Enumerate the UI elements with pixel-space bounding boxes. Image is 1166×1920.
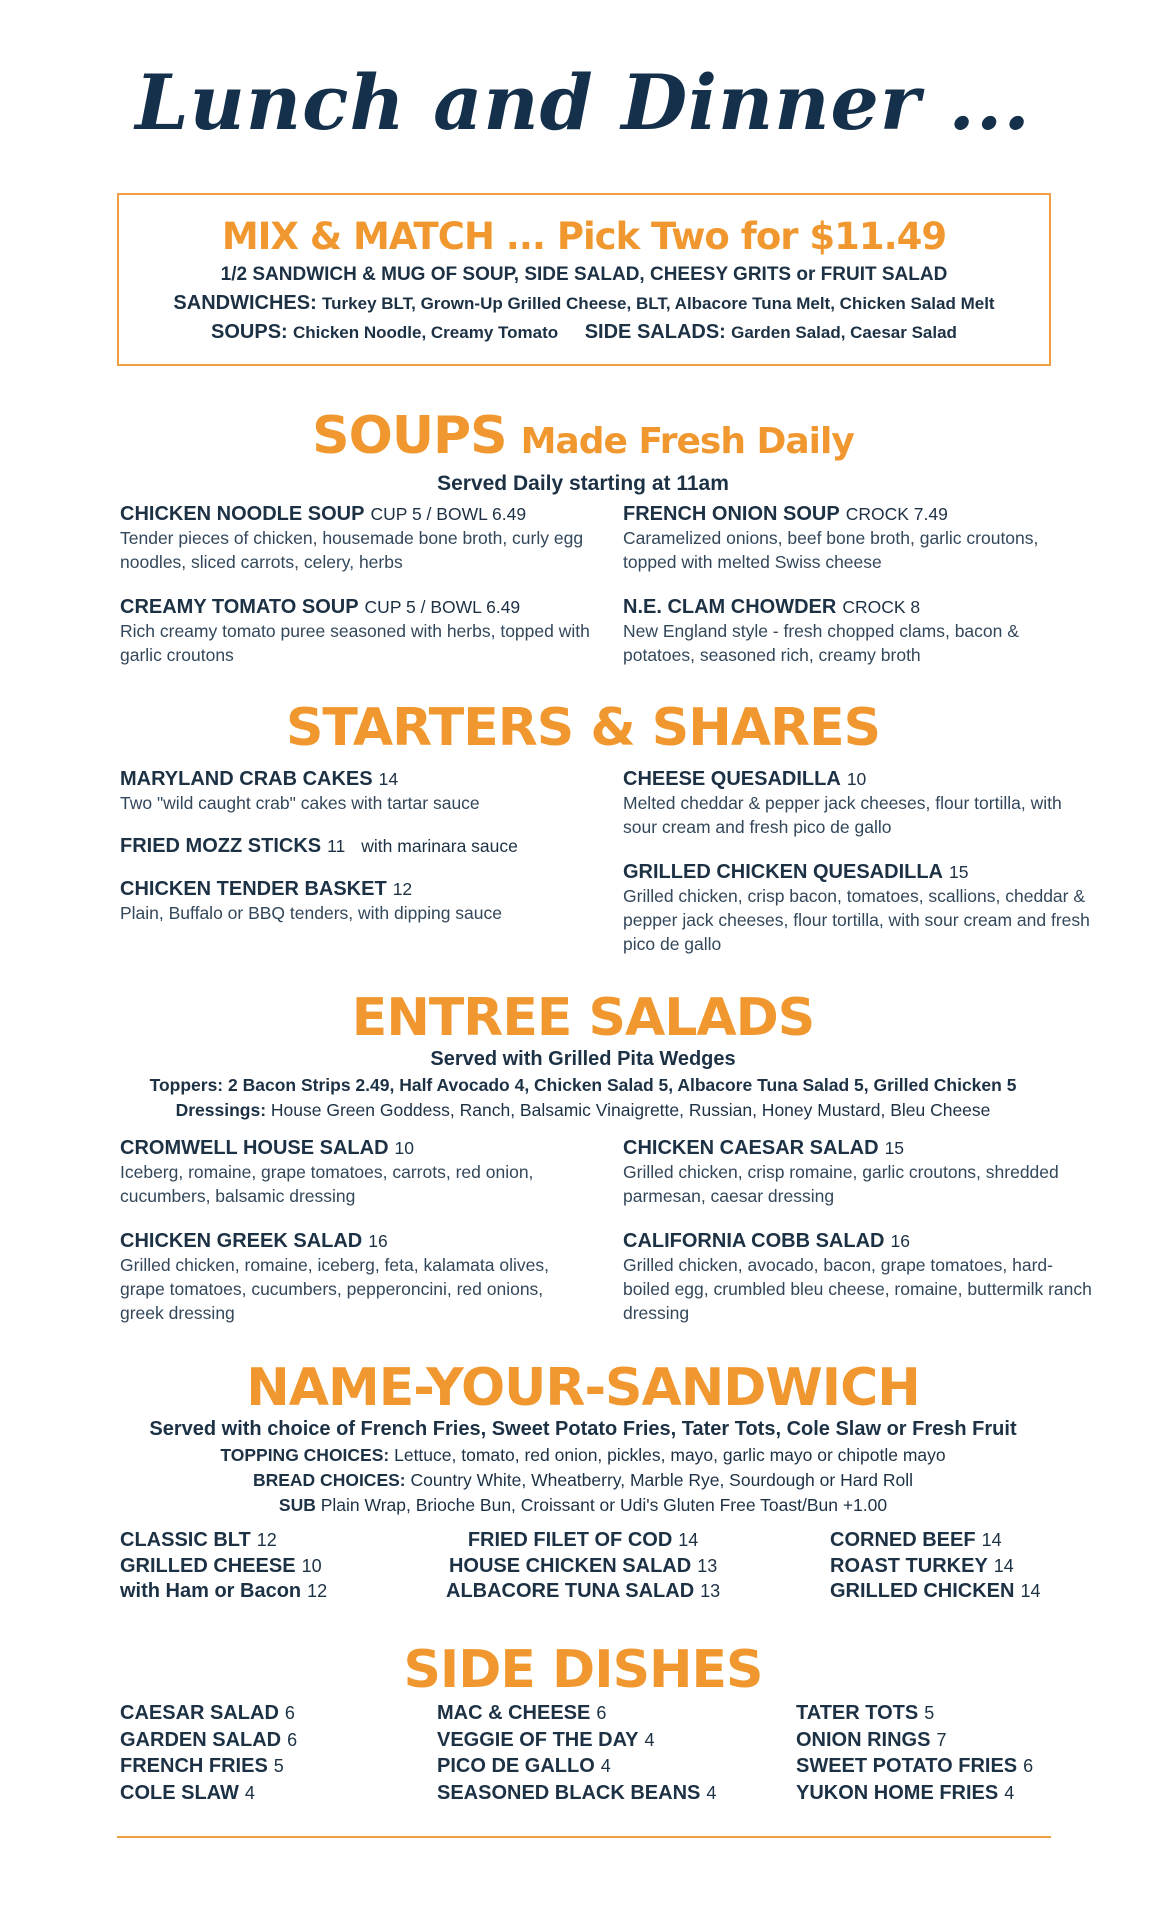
item-name: CALIFORNIA COBB SALAD <box>623 1230 885 1252</box>
dressings-list: House Green Goddess, Ranch, Balsamic Vinaigrette, Russian, Honey Mustard, Bleu Cheese <box>270 1100 991 1120</box>
soups-header <box>0 408 1166 496</box>
item-price: 16 <box>368 1231 388 1251</box>
item-price: 16 <box>890 1231 910 1251</box>
menu-item <box>120 835 590 858</box>
menu-item <box>623 861 1093 956</box>
item-name: CROMWELL HOUSE SALAD <box>120 1137 389 1159</box>
item-price: 11 <box>327 836 346 856</box>
soups-served: Served Daily starting at 11am <box>437 472 729 495</box>
item-name: CHICKEN GREEK SALAD <box>120 1230 363 1252</box>
item-price: CROCK 7.49 <box>845 504 948 524</box>
sandwich-topping <box>0 1445 1166 1466</box>
starters-heading: STARTERS & SHARES <box>285 698 881 758</box>
list-item: COLE SLAW 4 <box>120 1781 255 1804</box>
list-item: ONION RINGS 7 <box>796 1728 947 1751</box>
list-item: CAESAR SALAD 6 <box>120 1702 295 1724</box>
soups-heading: SOUPS <box>312 406 507 466</box>
item-name: CHICKEN NOODLE SOUP <box>120 503 365 525</box>
soups-left-column <box>120 503 590 689</box>
sides-col-3 <box>796 1700 1033 1806</box>
list-item: TATER TOTS 5 <box>796 1702 935 1724</box>
sides-col-1 <box>120 1700 297 1806</box>
item-price: 12 <box>392 879 413 899</box>
side-salads-list: Garden Salad, Caesar Salad <box>731 323 957 342</box>
mix-match-soups <box>119 321 1049 344</box>
list-item: SWEET POTATO FRIES 6 <box>796 1755 1034 1777</box>
item-description: New England style - fresh chopped clams, bacon & potatoes, seasoned rich, creamy broth <box>623 621 1019 665</box>
salads-right-column <box>623 1137 1093 1347</box>
sandwich-served: Served with choice of French Fries, Sweet Potato Fries, Tater Tots, Cole Slaw or Fresh Fruit <box>149 1418 1017 1440</box>
menu-item <box>120 1230 590 1325</box>
list-item: CORNED BEEF 14 <box>830 1529 1002 1551</box>
soups-list: Chicken Noodle, Creamy Tomato <box>293 323 559 342</box>
soups-subheading: Made Fresh Daily <box>520 421 854 462</box>
item-name: CHICKEN CAESAR SALAD <box>623 1137 879 1159</box>
topping-label: TOPPING CHOICES: <box>220 1445 390 1465</box>
item-price: CROCK 8 <box>842 597 921 617</box>
mix-match-sandwiches <box>119 292 1049 315</box>
item-name: N.E. CLAM CHOWDER <box>623 596 837 618</box>
menu-item <box>623 1230 1093 1325</box>
list-item: VEGGIE OF THE DAY 4 <box>437 1728 655 1751</box>
sandwich-col-2 <box>446 1528 720 1605</box>
list-item: with Ham or Bacon 12 <box>120 1580 328 1602</box>
list-item: ALBACORE TUNA SALAD 13 <box>446 1580 721 1602</box>
menu-item <box>120 596 590 667</box>
menu-item <box>120 878 590 925</box>
starters-right-column <box>623 768 1093 978</box>
item-description: Iceberg, romaine, grape tomatoes, carrots, red onion, cucumbers, balsamic dressing <box>120 1162 534 1206</box>
item-description: Rich creamy tomato puree seasoned with herbs, topped with garlic croutons <box>120 621 590 665</box>
item-price: CUP 5 / BOWL 6.49 <box>370 504 527 524</box>
item-name: CREAMY TOMATO SOUP <box>120 596 359 618</box>
salads-header <box>0 990 1166 1121</box>
topping-list: Lettuce, tomato, red onion, pickles, mayo, garlic mayo or chipotle mayo <box>394 1445 946 1465</box>
item-price: 15 <box>949 862 969 882</box>
list-item: GRILLED CHICKEN 14 <box>830 1580 1041 1602</box>
item-description: Tender pieces of chicken, housemade bone broth, curly egg noodles, sliced carrots, celery, herbs <box>120 528 584 572</box>
list-item: GARDEN SALAD 6 <box>120 1728 298 1751</box>
sandwich-col-3 <box>830 1528 1040 1605</box>
list-item: PICO DE GALLO 4 <box>437 1755 611 1777</box>
salads-left-column <box>120 1137 590 1347</box>
item-description: Grilled chicken, avocado, bacon, grape tomatoes, hard-boiled egg, crumbled bleu cheese, romaine, buttermilk ranch dressing <box>623 1255 1092 1323</box>
list-item: ROAST TURKEY 14 <box>830 1554 1014 1577</box>
item-description: Plain, Buffalo or BBQ tenders, with dipping sauce <box>120 903 502 923</box>
item-description: Grilled chicken, romaine, iceberg, feta, kalamata olives, grape tomatoes, cucumbers, pepperoncini, red onions, greek dressing <box>120 1255 549 1323</box>
list-item: YUKON HOME FRIES 4 <box>796 1781 1015 1804</box>
item-note: with marinara sauce <box>361 836 518 856</box>
toppers-label: Toppers: <box>149 1075 224 1095</box>
item-price: 10 <box>846 769 867 789</box>
toppers-list: 2 Bacon Strips 2.49, Half Avocado 4, Chicken Salad 5, Albacore Tuna Salad 5, Grilled Chicken 5 <box>228 1075 1017 1095</box>
side-salads-label: SIDE SALADS: <box>584 321 726 343</box>
menu-item <box>623 1137 1093 1208</box>
item-name: FRENCH ONION SOUP <box>623 503 840 525</box>
sides-col-2 <box>437 1700 716 1806</box>
sandwich-sub <box>0 1495 1166 1516</box>
sandwich-col-1 <box>120 1528 327 1605</box>
salads-toppers <box>0 1075 1166 1096</box>
list-item: FRIED FILET OF COD 14 <box>467 1529 699 1551</box>
item-price: 15 <box>884 1138 905 1158</box>
salads-served: Served with Grilled Pita Wedges <box>430 1048 736 1070</box>
sides-header <box>0 1642 1166 1698</box>
item-name: CHICKEN TENDER BASKET <box>120 878 387 900</box>
menu-item <box>120 768 590 815</box>
soups-right-column <box>623 503 1093 689</box>
sandwiches-label: SANDWICHES: <box>173 292 317 314</box>
item-name: MARYLAND CRAB CAKES <box>120 768 373 790</box>
salads-heading: ENTREE SALADS <box>351 988 815 1048</box>
list-item: GRILLED CHEESE 10 <box>120 1554 322 1577</box>
sandwich-heading: NAME-YOUR-SANDWICH <box>246 1358 920 1418</box>
sandwich-header <box>0 1360 1166 1516</box>
bread-label: BREAD CHOICES: <box>252 1470 406 1490</box>
bottom-divider <box>117 1836 1051 1838</box>
list-item: SEASONED BLACK BEANS 4 <box>437 1781 717 1804</box>
item-price: 14 <box>378 769 399 789</box>
menu-item <box>120 503 590 574</box>
starters-header <box>0 700 1166 756</box>
salads-dressings <box>0 1100 1166 1121</box>
dressings-label: Dressings: <box>175 1100 267 1120</box>
starters-left-column <box>120 768 590 947</box>
sides-heading: SIDE DISHES <box>403 1640 763 1700</box>
sub-label: SUB <box>278 1495 316 1515</box>
menu-item <box>623 768 1093 839</box>
bread-list: Country White, Wheatberry, Marble Rye, Sourdough or Hard Roll <box>410 1470 914 1490</box>
item-name: GRILLED CHICKEN QUESADILLA <box>623 861 943 883</box>
menu-item <box>623 596 1093 667</box>
page-title: Lunch and Dinner ... <box>135 58 1031 147</box>
menu-item <box>120 1137 590 1208</box>
sandwich-bread <box>0 1470 1166 1491</box>
sub-list: Plain Wrap, Brioche Bun, Croissant or Udi's Gluten Free Toast/Bun +1.00 <box>320 1495 888 1515</box>
item-description: Two "wild caught crab" cakes with tartar sauce <box>120 793 480 813</box>
list-item: MAC & CHEESE 6 <box>437 1702 607 1724</box>
list-item: FRENCH FRIES 5 <box>120 1755 284 1777</box>
list-item: CLASSIC BLT 12 <box>120 1529 277 1551</box>
item-description: Caramelized onions, beef bone broth, garlic croutons, topped with melted Swiss cheese <box>623 528 1039 572</box>
mix-match-title: MIX & MATCH ... Pick Two for $11.49 <box>221 215 947 258</box>
item-price: 10 <box>394 1138 414 1158</box>
item-description: Grilled chicken, crisp bacon, tomatoes, scallions, cheddar & pepper jack cheeses, flour tortilla, with sour cream and fresh pico de gallo <box>623 886 1090 954</box>
item-name: FRIED MOZZ STICKS <box>120 835 322 857</box>
item-description: Melted cheddar & pepper jack cheeses, flour tortilla, with sour cream and fresh pico de gallo <box>623 793 1062 837</box>
item-price: CUP 5 / BOWL 6.49 <box>364 597 521 617</box>
item-name: CHEESE QUESADILLA <box>623 768 841 790</box>
menu-item <box>623 503 1093 574</box>
mix-match-box <box>117 193 1051 366</box>
mix-match-options: 1/2 SANDWICH & MUG OF SOUP, SIDE SALAD, CHEESY GRITS or FRUIT SALAD <box>220 264 948 285</box>
soups-label: SOUPS: <box>211 321 288 343</box>
list-item: HOUSE CHICKEN SALAD 13 <box>448 1554 718 1577</box>
sandwiches-list: Turkey BLT, Grown-Up Grilled Cheese, BLT, Albacore Tuna Melt, Chicken Salad Melt <box>322 294 995 313</box>
item-description: Grilled chicken, crisp romaine, garlic croutons, shredded parmesan, caesar dressing <box>623 1162 1059 1206</box>
